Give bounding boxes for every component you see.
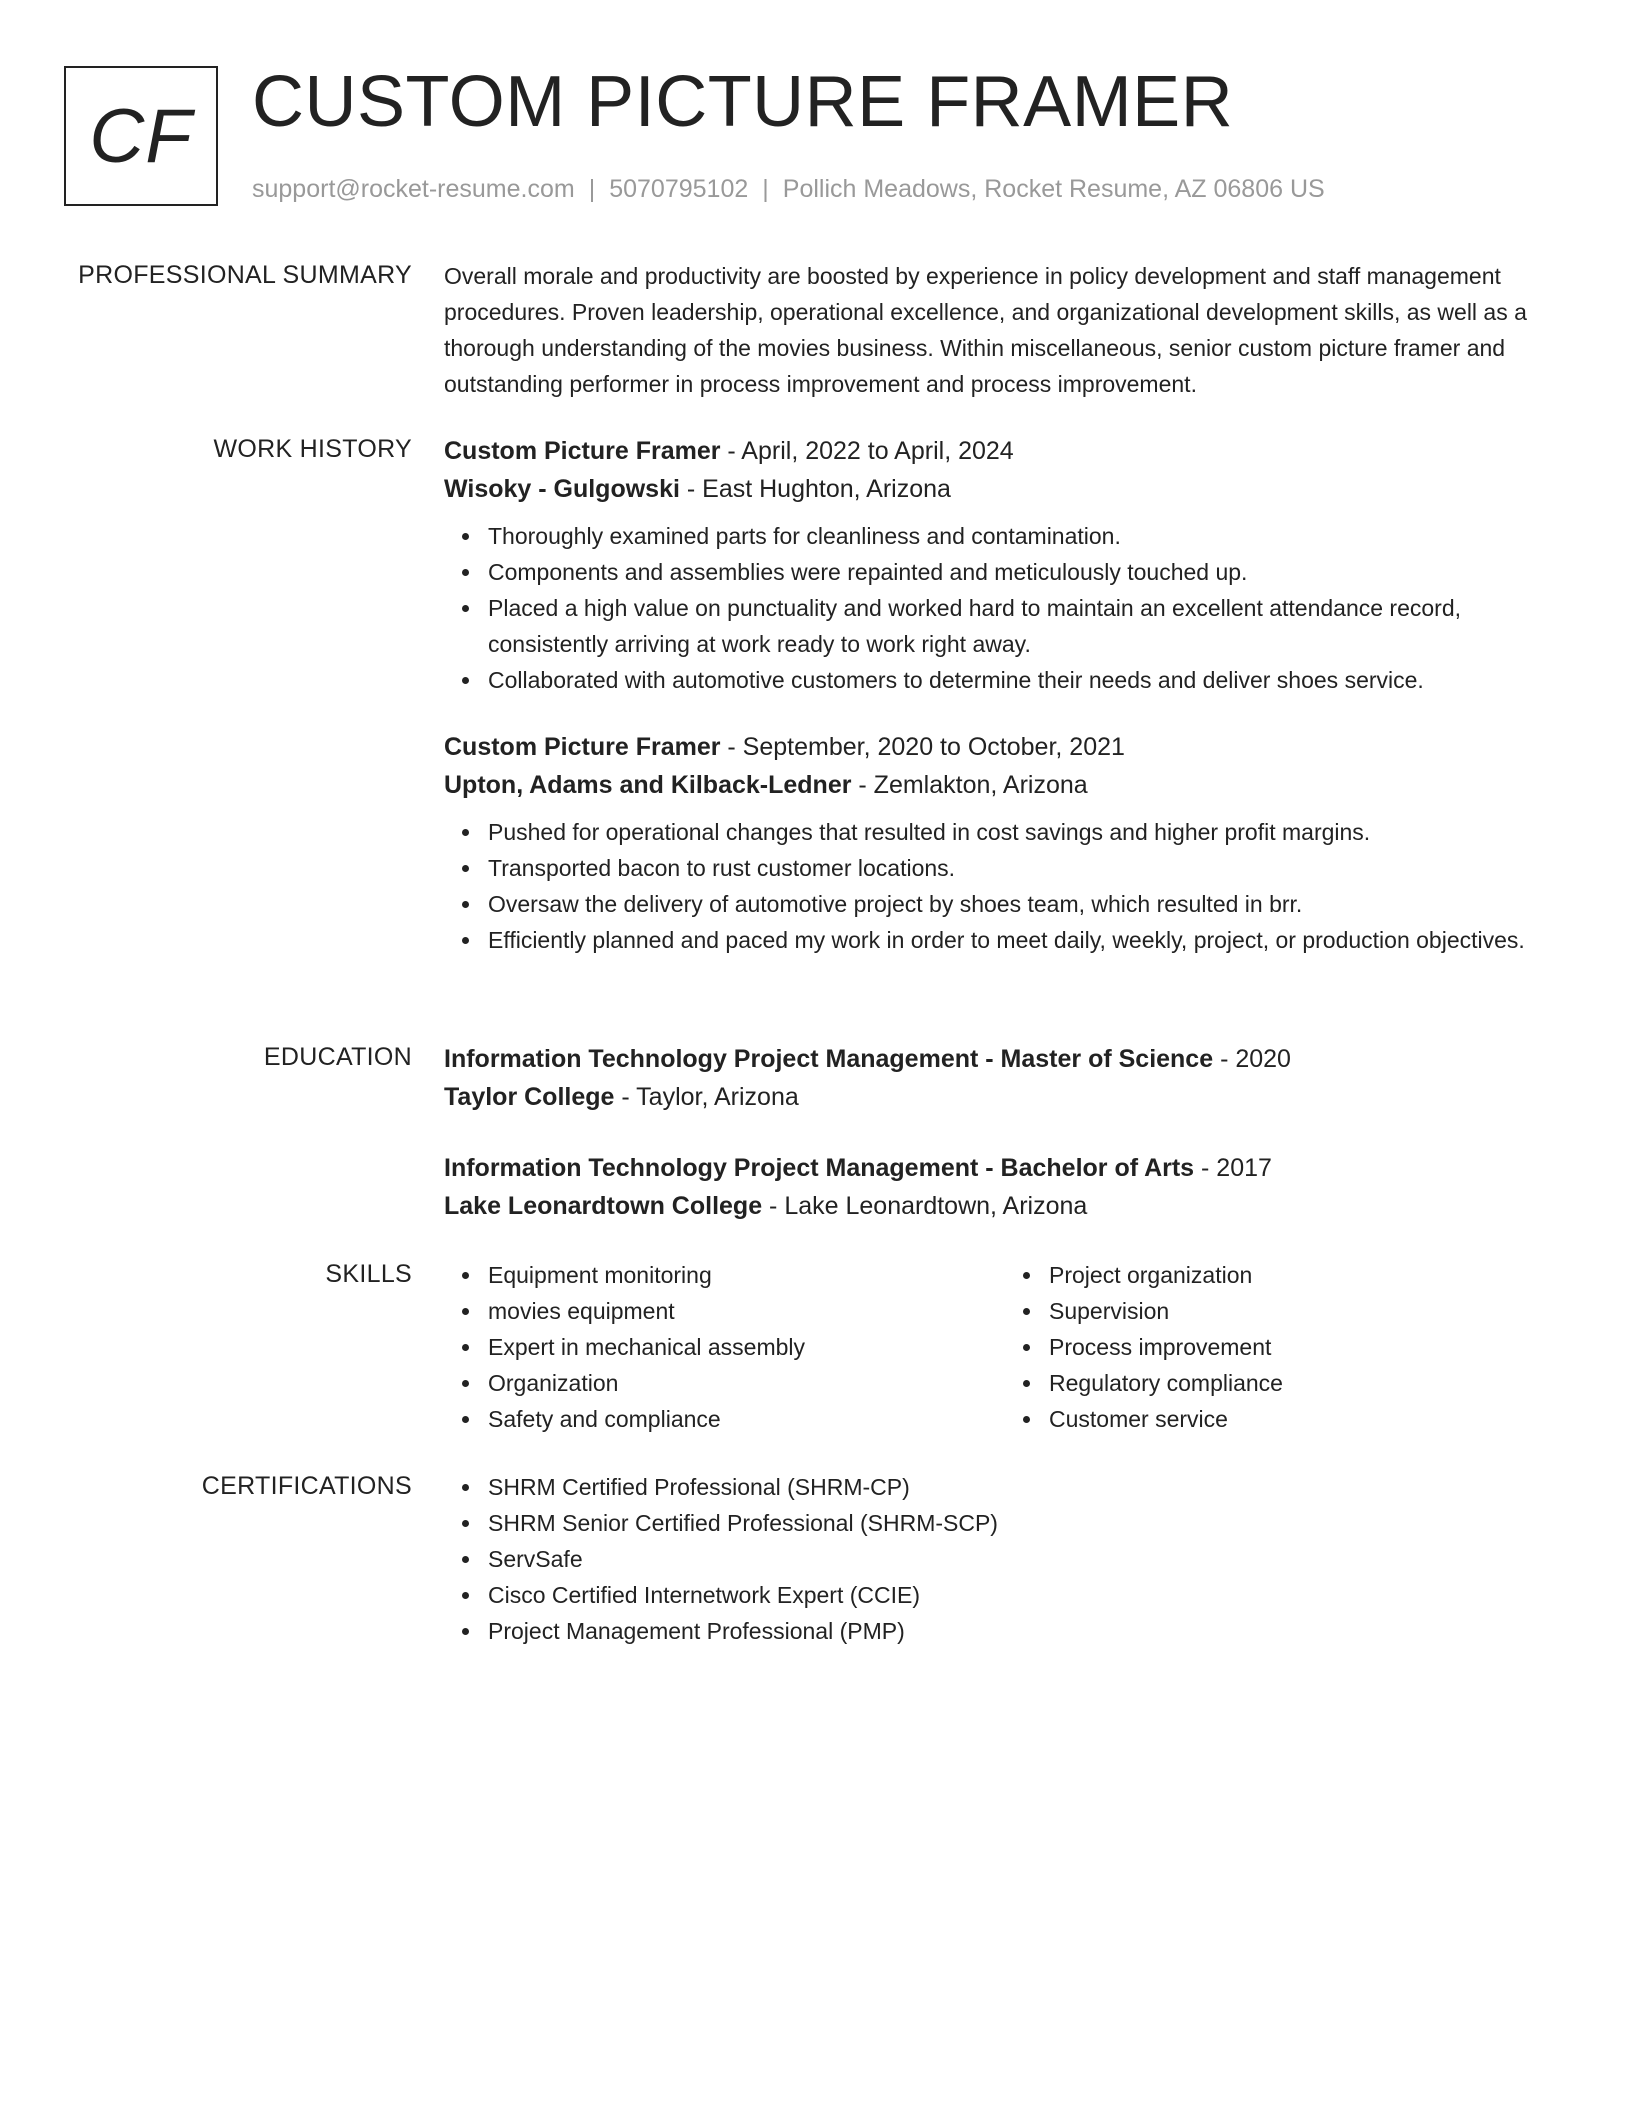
- summary-text: Overall morale and productivity are boosted by experience in policy development and staff management procedures. Proven leadership, operational excellence, and organizational development skills, as well as a thorough understanding of the movies business. Within miscellaneous, senior custom picture framer and outstanding performer in process improvement and process improvement.: [444, 263, 1527, 397]
- work-history-body: [444, 432, 1566, 958]
- job-bullet: Pushed for operational changes that resulted in cost savings and higher profit margins.: [488, 814, 1566, 850]
- skills-body: [444, 1257, 1566, 1437]
- skill-item: Expert in mechanical assembly: [488, 1329, 1005, 1365]
- job-bullet: Thoroughly examined parts for cleanliness and contamination.: [488, 518, 1566, 554]
- contact-separator: |: [762, 175, 769, 203]
- school-name: Taylor College: [444, 1083, 615, 1111]
- job-dates: - September, 2020 to October, 2021: [720, 733, 1125, 761]
- job-bullet: Collaborated with automotive customers to determine their needs and deliver shoes service.: [488, 662, 1566, 698]
- job-company-line: [444, 470, 1566, 508]
- school-line: [444, 1187, 1566, 1225]
- skill-item: Project organization: [1049, 1257, 1566, 1293]
- school-name: Lake Leonardtown College: [444, 1192, 763, 1220]
- job-bullets: [444, 814, 1566, 958]
- work-history-heading: WORK HISTORY: [213, 435, 412, 463]
- job-entry: [444, 432, 1566, 698]
- skill-item: Safety and compliance: [488, 1401, 1005, 1437]
- education-heading: EDUCATION: [263, 1043, 412, 1071]
- certification-item: Project Management Professional (PMP): [488, 1613, 1566, 1649]
- contact-line: [252, 172, 1325, 206]
- job-title-line: [444, 432, 1566, 470]
- certification-item: Cisco Certified Internetwork Expert (CCIE): [488, 1577, 1566, 1613]
- degree-line: [444, 1040, 1566, 1078]
- contact-address: Pollich Meadows, Rocket Resume, AZ 06806 US: [782, 175, 1325, 203]
- job-bullet: Placed a high value on punctuality and worked hard to maintain an excellent attendance record, consistently arriving at work ready to work right away.: [488, 590, 1566, 662]
- school-location: - Lake Leonardtown, Arizona: [762, 1192, 1088, 1220]
- job-bullet: Efficiently planned and paced my work in order to meet daily, weekly, project, or production objectives.: [488, 922, 1566, 958]
- skill-item: Regulatory compliance: [1049, 1365, 1566, 1401]
- job-title: Custom Picture Framer: [444, 437, 721, 465]
- education-entry: [444, 1149, 1566, 1225]
- contact-email[interactable]: support@rocket-resume.com: [252, 175, 575, 203]
- certification-item: ServSafe: [488, 1541, 1566, 1577]
- job-dates: - April, 2022 to April, 2024: [720, 437, 1014, 465]
- skill-item: Process improvement: [1049, 1329, 1566, 1365]
- contact-phone[interactable]: 5070795102: [609, 175, 749, 203]
- degree: Information Technology Project Management - Master of Science: [444, 1045, 1214, 1073]
- job-entry: [444, 728, 1566, 958]
- job-title-line: [444, 728, 1566, 766]
- monogram-logo: CF: [64, 66, 218, 206]
- summary-body: [444, 258, 1566, 402]
- skill-item: Equipment monitoring: [488, 1257, 1005, 1293]
- job-company: Wisoky - Gulgowski: [444, 475, 680, 503]
- certification-item: SHRM Certified Professional (SHRM-CP): [488, 1469, 1566, 1505]
- certifications-list: [444, 1469, 1566, 1649]
- job-title: Custom Picture Framer: [444, 733, 721, 761]
- degree-line: [444, 1149, 1566, 1187]
- skills-heading: SKILLS: [325, 1260, 412, 1288]
- education-entry: [444, 1040, 1566, 1116]
- job-location: - East Hughton, Arizona: [679, 475, 951, 503]
- skill-item: Customer service: [1049, 1401, 1566, 1437]
- skill-item: movies equipment: [488, 1293, 1005, 1329]
- summary-heading: PROFESSIONAL SUMMARY: [78, 261, 412, 289]
- job-company-line: [444, 766, 1566, 804]
- job-bullets: [444, 518, 1566, 698]
- skill-item: Organization: [488, 1365, 1005, 1401]
- degree: Information Technology Project Management - Bachelor of Arts: [444, 1154, 1195, 1182]
- education-body: [444, 1040, 1566, 1225]
- job-bullet: Oversaw the delivery of automotive project by shoes team, which resulted in brr.: [488, 886, 1566, 922]
- skills-list-left: [444, 1257, 1005, 1437]
- job-bullet: Transported bacon to rust customer locations.: [488, 850, 1566, 886]
- school-line: [444, 1078, 1566, 1116]
- skills-columns: [444, 1257, 1566, 1437]
- certifications-heading: CERTIFICATIONS: [201, 1472, 412, 1500]
- school-location: - Taylor, Arizona: [614, 1083, 799, 1111]
- job-company: Upton, Adams and Kilback-Ledner: [444, 771, 852, 799]
- skill-item: Supervision: [1049, 1293, 1566, 1329]
- job-location: - Zemlakton, Arizona: [851, 771, 1088, 799]
- degree-year: - 2020: [1213, 1045, 1291, 1073]
- resume-name: CUSTOM PICTURE FRAMER: [252, 62, 1234, 142]
- contact-separator: |: [588, 175, 596, 203]
- certifications-body: [444, 1469, 1566, 1649]
- job-bullet: Components and assemblies were repainted and meticulously touched up.: [488, 554, 1566, 590]
- skills-list-right: [1005, 1257, 1566, 1437]
- certification-item: SHRM Senior Certified Professional (SHRM-SCP): [488, 1505, 1566, 1541]
- degree-year: - 2017: [1194, 1154, 1272, 1182]
